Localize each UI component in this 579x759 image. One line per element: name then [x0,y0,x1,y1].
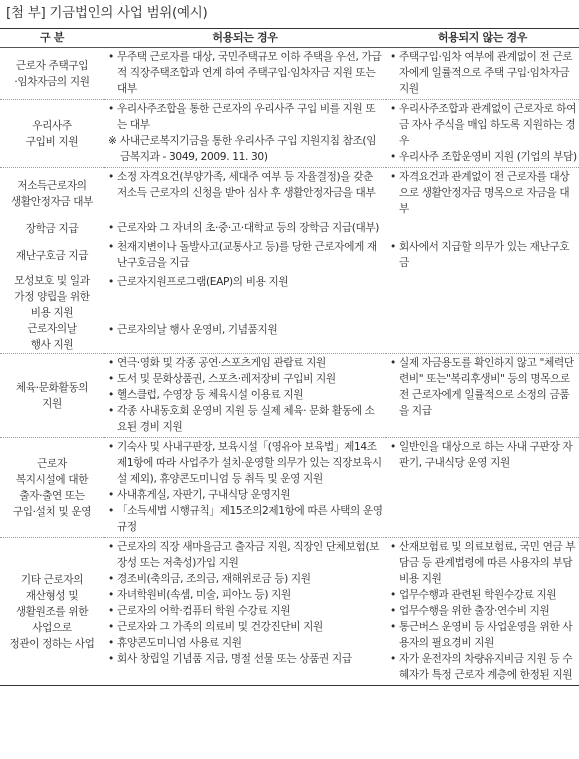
bullet-item [108,49,384,97]
item-text: 근로자와 그 자녀의 초·중·고·대학교 등의 장학금 지급(대부) [117,222,380,234]
category-line: 근로자 [37,457,67,470]
item-text: 주택구입·임차 여부에 관계없이 전 근로자에게 일률적으로 주택 구입·임차자금 지원 [399,51,573,95]
bullet-mark: • [390,541,396,553]
item-text: 일반인을 대상으로 하는 사내 구판장 자판기, 구내식당 운영 지원 [399,441,573,469]
bullet-item [390,355,577,419]
bullet-mark: • [390,441,396,453]
bullet-mark: • [108,51,114,63]
header-disallowed: 허용되지 않는 경우 [386,29,579,48]
bullet-item [390,603,577,619]
bullet-mark: • [108,541,114,553]
bullet-mark: • [108,171,114,183]
allowed-cell [104,48,386,100]
table-row [0,321,579,354]
category-line: 복지시설에 대한 [15,473,89,486]
bullet-item [108,619,384,635]
category-line: 재산형성 및 [25,589,79,602]
bullet-mark: • [390,589,396,601]
item-text: 회사 창립일 기념품 지급, 명절 선물 또는 상품권 지급 [117,653,352,665]
bullet-item [108,503,384,535]
allowed-cell [104,438,386,538]
header-allowed: 허용되는 경우 [104,29,386,48]
category-line: 생활안정자금 대부 [10,195,94,208]
business-scope-table [0,28,579,686]
bullet-item [108,101,384,133]
category-line: 체육·문화활동의 [15,381,89,394]
category-line: 우리사주 [32,119,72,132]
disallowed-cell [386,48,579,100]
bullet-item [108,387,384,403]
category-cell [0,321,104,354]
bullet-mark: • [390,241,396,253]
bullet-item [108,603,384,619]
item-text: 우리사주조합을 통한 근로자의 우리사주 구입 비를 지원 또는 대부 [117,103,376,131]
item-text: 우리사주조합과 관계없이 근로자로 하여금 자사 주식을 매입 하도록 지원하는 경우 [399,103,577,147]
bullet-item [390,239,577,271]
category-cell [0,48,104,100]
item-text: 근로자지원프로그램(EAP)의 비용 지원 [117,276,289,288]
disallowed-cell [386,219,579,238]
bullet-item [108,439,384,487]
item-text: 업무수행을 위한 출장·연수비 지원 [399,605,550,617]
bullet-item [108,539,384,571]
header-category: 구 분 [0,29,104,48]
category-line: 생활원조를 위한 [15,605,89,618]
item-text: 연극·영화 및 각종 공연·스포츠게임 관람료 지원 [117,357,326,369]
bullet-mark: • [108,373,114,385]
category-line: 재난구호금 지급 [15,249,89,262]
bullet-mark: • [108,405,114,417]
bullet-mark: • [390,151,396,163]
disallowed-cell [386,100,579,168]
bullet-mark: • [390,605,396,617]
bullet-mark: • [108,389,114,401]
bullet-item [390,587,577,603]
disallowed-cell [386,354,579,438]
item-text: 휴양콘도미니엄 사용료 지원 [117,637,242,649]
bullet-mark: • [108,103,114,115]
disallowed-cell [386,538,579,686]
bullet-mark: • [108,573,114,585]
item-text: 천재지변이나 돌발사고(교통사고 등)를 당한 근로자에게 재난구호금을 지급 [117,241,377,269]
item-text: 산재보험료 및 의료보험료, 국민 연금 부담금 등 관계법령에 따른 사용자의 부담비용 지원 [399,541,576,585]
disallowed-cell [386,238,579,273]
category-line: 정관이 정하는 사업 [9,637,95,650]
disallowed-cell [386,168,579,220]
bullet-item [108,322,384,338]
item-text: 근로자와 그 가족의 의료비 및 건강진단비 지원 [117,621,323,633]
category-line: 지원 [42,397,62,410]
item-text: 무주택 근로자를 대상, 국민주택규모 이하 주택을 우선, 가급적 직장주택조합과 연계 하여 주택구입·임차자금 지원 또는 대부 [117,51,382,95]
item-text: 통근버스 운영비 등 사업운영을 위한 사용자의 필요경비 지원 [399,621,573,649]
bullet-item [108,487,384,503]
allowed-cell [104,100,386,168]
disallowed-cell [386,438,579,538]
item-text: 자녀학원비(속셈, 미술, 피아노 등) 지원 [117,589,291,601]
bullet-item [390,439,577,471]
allowed-cell [104,273,386,321]
item-text: 각종 사내동호회 운영비 지원 등 실제 체육· 문화 활동에 소요된 경비 지원 [117,405,375,433]
bullet-mark: • [390,621,396,633]
table-row [0,100,579,168]
table-row [0,538,579,686]
allowed-cell [104,168,386,220]
allowed-cell [104,538,386,686]
table-row [0,273,579,321]
bullet-mark: • [108,276,114,288]
bullet-mark: • [108,637,114,649]
bullet-item [390,101,577,149]
bullet-item [390,539,577,587]
bullet-mark: • [108,605,114,617]
bullet-mark: • [108,653,114,665]
category-line: 가정 양립을 위한 [14,291,90,303]
item-text: 자가 운전자의 차량유지비금 지원 등 수혜자가 특정 근로자 계층에 한정된 지원 [399,653,573,681]
bullet-item [108,220,384,236]
reference-mark: ※ [108,135,117,147]
category-cell [0,354,104,438]
bullet-mark: • [390,51,396,63]
bullet-item [390,149,577,165]
item-text: 소정 자격요건(부양가족, 세대주 여부 등 자율결정)을 갖춘 저소득 근로자의 신청을 받아 심사 후 생활안정자금을 대부 [117,171,376,199]
item-text: 「소득세법 시행규칙」제15조의2제1항에 따른 사택의 운영규정 [117,505,383,533]
bullet-item [108,169,384,201]
bullet-item [390,169,577,217]
allowed-cell [104,238,386,273]
category-cell [0,219,104,238]
table-row [0,354,579,438]
item-text: 사내근로복지기금을 통한 우리사주 구입 지원지침 참조(임금복지과 - 3049, 2009. 11. 30) [120,135,377,163]
bullet-item [108,571,384,587]
item-text: 근로자의 어학·컴퓨터 학원 수강료 지원 [117,605,291,617]
bullet-item [108,274,384,290]
table-header-row [0,29,579,48]
item-text: 실제 자금용도를 확인하지 않고 "체력단련비" 또는"복리후생비" 등의 명목으로 전 근로자에게 일률적으로 소정의 금품을 지급 [399,357,574,417]
category-line: 행사 지원 [30,339,74,351]
item-text: 사내휴게실, 자판기, 구내식당 운영지원 [117,489,291,501]
category-line: ·임차자금의 지원 [14,75,90,88]
bullet-item [390,651,577,683]
note-item [108,133,384,165]
table-body [0,48,579,686]
bullet-mark: • [390,357,396,369]
category-cell [0,438,104,538]
category-line: 장학금 지급 [25,222,79,235]
item-text: 근로자의날 행사 운영비, 기념품지원 [117,324,278,336]
table-row [0,168,579,220]
item-text: 자격요건과 관계없이 전 근로자를 대상으로 생활안정자금 명목으로 자금을 대부 [399,171,570,215]
disallowed-cell [386,273,579,321]
category-line: 기타 근로자의 [20,573,84,586]
bullet-mark: • [108,241,114,253]
bullet-mark: • [390,653,396,665]
allowed-cell [104,354,386,438]
bullet-item [108,355,384,371]
category-line: 출자·출연 또는 [19,489,85,502]
table-row [0,238,579,273]
item-text: 회사에서 지급할 의무가 있는 재난구호금 [399,241,570,269]
table-row [0,48,579,100]
category-line: 비용 지원 [30,307,74,319]
bullet-mark: • [108,357,114,369]
item-text: 경조비(축의금, 조의금, 재해위로금 등) 지원 [117,573,311,585]
item-text: 헬스클럽, 수영장 등 체육시설 이용료 지원 [117,389,304,401]
category-cell [0,238,104,273]
table-row [0,219,579,238]
bullet-item [108,403,384,435]
category-line: 구입·설치 및 운영 [12,505,92,518]
item-text: 기숙사 및 사내구판장, 보육시설「(영유아 보육법」제14조 제1항에 따라 사업주가 설치·운영할 의무가 있는 직장보육시설 제외), 휴양콘도미니엄 등 취득 및 운영 지원 [117,441,382,485]
item-text: 우리사주 조합운영비 지원 (기업의 부담) [399,151,577,163]
category-cell [0,100,104,168]
category-line: 근로자의날 [27,323,77,335]
bullet-mark: • [390,103,396,115]
bullet-mark: • [108,589,114,601]
category-line: 저소득근로자의 [17,179,87,192]
category-line: 근로자 주택구입 [15,59,89,72]
category-cell [0,273,104,321]
category-cell [0,168,104,220]
bullet-mark: • [108,489,114,501]
item-text: 근로자의 직장 새마을금고 출자금 지원, 직장인 단체보험(보장성 또는 저축성)가입 지원 [117,541,380,569]
category-cell [0,538,104,686]
bullet-item [390,49,577,97]
bullet-mark: • [108,441,114,453]
allowed-cell [104,219,386,238]
category-line: 사업으로 [32,621,72,634]
bullet-item [108,651,384,667]
bullet-mark: • [108,324,114,336]
disallowed-cell [386,321,579,354]
bullet-item [108,635,384,651]
bullet-item [390,619,577,651]
bullet-item [108,371,384,387]
bullet-item [108,239,384,271]
category-line: 구입비 지원 [25,135,79,148]
bullet-mark: • [108,222,114,234]
allowed-cell [104,321,386,354]
item-text: 업무수행과 관련된 학원수강료 지원 [399,589,557,601]
item-text: 도서 및 문화상품권, 스포츠·레저장비 구입비 지원 [117,373,336,385]
category-line: 모성보호 및 일과 [14,275,90,287]
document-title: [첨 부] 기금법인의 사업 범위(예시) [6,5,208,21]
bullet-mark: • [108,505,114,517]
bullet-item [108,587,384,603]
bullet-mark: • [390,171,396,183]
bullet-mark: • [108,621,114,633]
table-row [0,438,579,538]
